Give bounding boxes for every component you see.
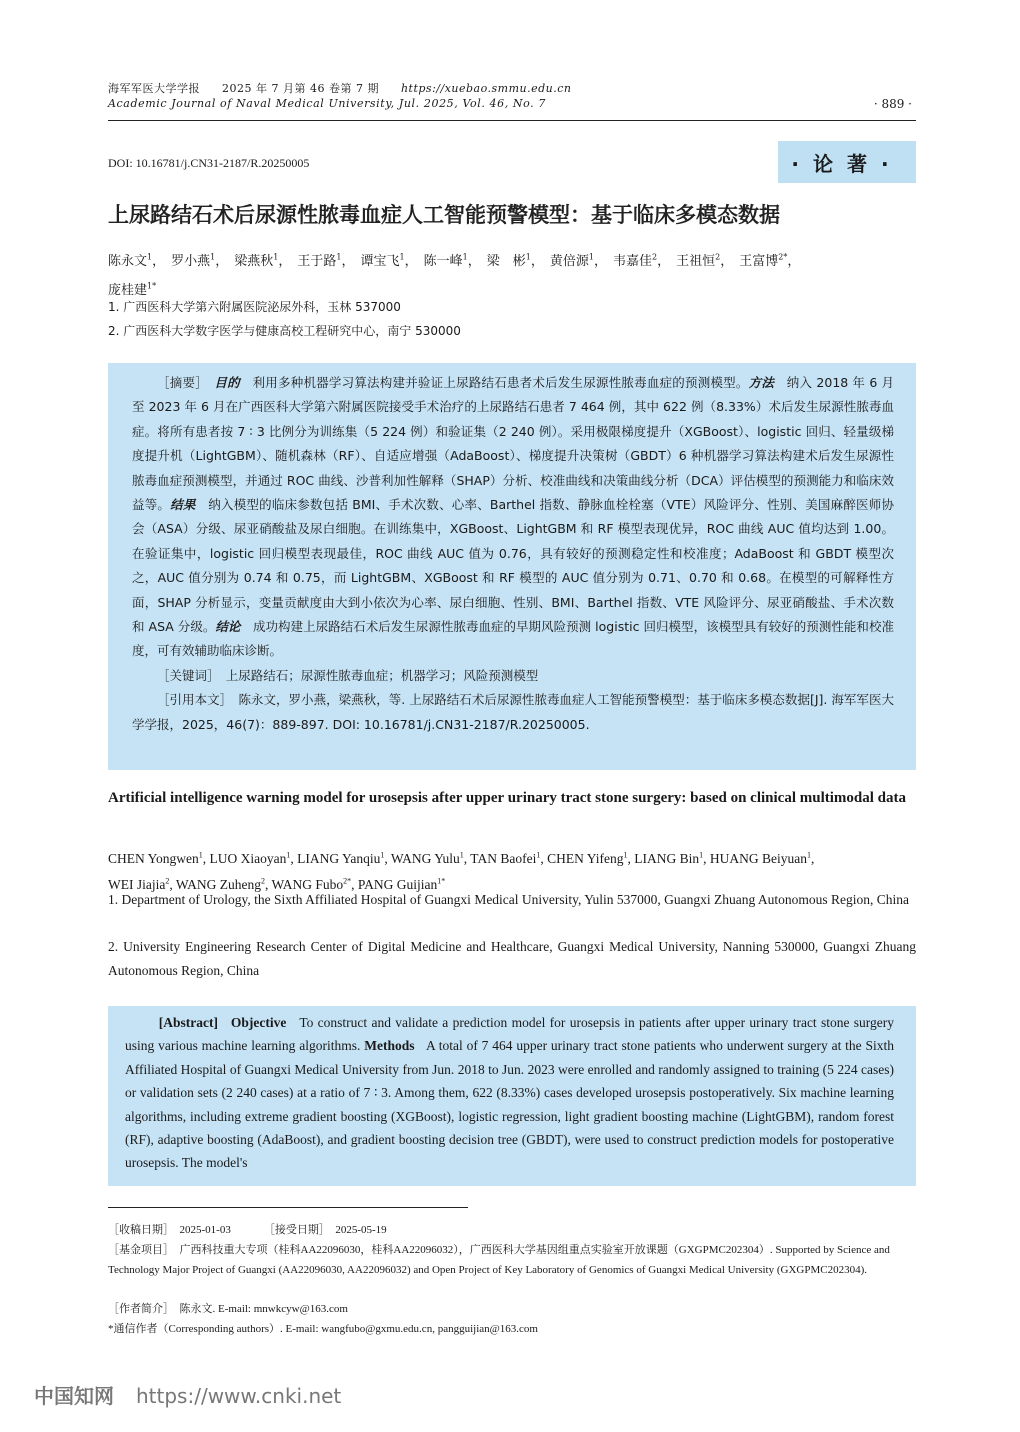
abstract-en-body (125, 1011, 894, 1175)
corresponding-footnote: *通信作者（Corresponding authors）. E-mail: wangfubo@gxmu.edu.cn, pangguijian@163.com (108, 1323, 538, 1335)
section-badge: ·论著· (778, 141, 916, 183)
results-label-cn: 结果 (170, 497, 196, 513)
author-cn: 梁 彬$^1$， (486, 253, 544, 270)
keywords-text-cn: 上尿路结石；尿源性脓毒血症；机器学习；风险预测模型 (225, 667, 539, 683)
journal-header-en: Academic Journal of Naval Medical University, Jul. 2025, Vol. 46, No. 7 (108, 97, 546, 110)
abstract-cn-box (108, 363, 916, 770)
dates-footnote: ［收稿日期］ 2025-01-03 ［接受日期］ 2025-05-19 (108, 1224, 387, 1236)
keywords-label-cn: ［关键词］ (157, 667, 214, 683)
methods-label-cn: 方法 (748, 375, 775, 390)
cite-label-cn: ［引用本文］ (157, 692, 226, 708)
affiliation-cn-2: 2. 广西医科大学数字医学与健康高校工程研究中心，南宁 530000 (108, 324, 461, 338)
cite-text-cn: 陈永文，罗小燕，梁燕秋，等. 上尿路结石术后尿源性脓毒血症人工智能预警模型：基于临床多模态数据[J]. 海军军医大学学报，2025，46(7)：889-897. DOI: 10.16781/j.CN31-2187/R.20250005. (132, 692, 894, 732)
journal-header-cn (108, 80, 590, 96)
author-cn: 黄倍源$^1$， (549, 253, 607, 270)
objective-label-cn: 目的 (214, 375, 240, 390)
conclusion-label-cn: 结论 (215, 619, 241, 635)
affiliation-cn-1: 1. 广西医科大学第六附属医院泌尿外科，玉林 537000 (108, 300, 401, 314)
title-cn: 上尿路结石术后尿源性脓毒血症人工智能预警模型：基于临床多模态数据 (108, 203, 780, 227)
journal-url[interactable]: https://xuebao.smmu.edu.cn (400, 82, 572, 95)
author-cn: 谭宝飞$^1$， (360, 253, 418, 270)
author-en: PANG Guijian$^{1*}$ (357, 876, 446, 892)
authors-cn (108, 246, 916, 303)
abstract-cn-body (132, 371, 894, 664)
cite-cn (132, 688, 894, 737)
author-en: LIANG Yanqiu$^1$, (297, 850, 391, 866)
fund-footnote: ［基金项目］ 广西科技重大专项（桂科AA22096030，桂科AA22096032），广西医科大学基因组重点实验室开放课题（GXGPMC202304）. Supported by Science and Technology Major Project of Guangxi (AA22096030, AA22096032) and Open Project of Key Laboratory of Genomics of Guangxi Medical University (GXGPMC202304). (108, 1244, 890, 1276)
affiliation-en-2: 2. University Engineering Research Center of Digital Medicine and Healthcare, Guangxi Medical University, Nanning 530000, Guangxi Zhuang Autonomous Region, China (108, 939, 916, 978)
author-cn: 韦嘉佳$^2$， (613, 253, 671, 270)
author-cn: 陈一峰$^1$， (423, 253, 481, 270)
abstract-en-box (108, 1006, 916, 1186)
objective-en: To construct and validate a prediction model for urosepsis in patients after upper urinary tract stone surgery using various machine learning algorithms. (125, 1015, 895, 1054)
methods-label-en: Methods (364, 1038, 415, 1054)
author-en: WANG Fubo$^{2*}$, (271, 876, 358, 892)
author-en: HUANG Beiyuan$^1$, (709, 850, 815, 866)
author-en: WANG Yulu$^1$, (390, 850, 471, 866)
doi[interactable]: DOI: 10.16781/j.CN31-2187/R.20250005 (108, 156, 310, 170)
cnki-watermark (34, 1380, 341, 1409)
methods-en: A total of 7 464 upper urinary tract stone patients who underwent surgery at the Sixth Affiliated Hospital of Guangxi Medical University from Jun. 2018 to Jun. 2023 were enrolled and randomly assigned to training (5 224 cases) or validation sets (2 240 cases) at a ratio of 7 ∶ 3. Among them, 622 (8.33%) cases developed urosepsis postoperatively. Six machine learning algorithms, including extreme gradient boosting (XGBoost), logistic regression, light gradient boosting machine (LightGBM), random forest (RF), adaptive boosting (AdaBoost), and gradient boosting decision tree (GBDT), were used to construct prediction models for postoperative urosepsis. The model's (125, 1038, 895, 1171)
objective-label-en: Objective (230, 1015, 287, 1030)
author-en: WANG Zuheng$^2$, (175, 876, 272, 892)
header-rule (108, 120, 916, 121)
abstract-en-label: [Abstract] (158, 1015, 218, 1030)
keywords-cn (132, 664, 894, 688)
affiliation-en-1: 1. Department of Urology, the Sixth Affiliated Hospital of Guangxi Medical University, Yulin 537000, Guangxi Zhuang Autonomous Region, China (108, 892, 910, 907)
cnki-brand: 中国知网 (34, 1384, 114, 1408)
page-number: · 889 · (873, 97, 912, 111)
results-cn: 纳入模型的临床参数包括 BMI、手术次数、心率、Barthel 指数、静脉血栓栓塞（VTE）风险评分、性别、美国麻醉医师协会（ASA）分级、尿亚硝酸盐及尿白细胞。在训练集中，XGBoost、LightGBM 和 RF 模型表现优异，ROC 曲线 AUC 值均达到 1.00。在验证集中，logistic 回归模型表现最佳，ROC 曲线 AUC 值为 0.76，具有较好的预测稳定性和校准度；AdaBoost 和 GBDT 模型次之，AUC 值分别为 0.74 和 0.75，而 LightGBM、XGBoost 和 RF 模型的 AUC 值分别为 0.71、0.70 和 0.68。在模型的可解释性方面，SHAP 分析显示，变量贡献度由大到小依次为心率、尿白细胞、性别、BMI、Barthel 指数、VTE 风险评分、尿亚硝酸盐、手术次数和 ASA 分级。 (132, 497, 894, 635)
conclusion-cn: 成功构建上尿路结石术后发生尿源性脓毒血症的早期风险预测 logistic 回归模型，该模型具有较好的预测性能和校准度，可有效辅助临床诊断。 (132, 619, 894, 659)
author-en: WEI Jiajia$^2$, (108, 876, 176, 892)
author-en: CHEN Yongwen$^1$, (108, 850, 210, 866)
author-en: LIANG Bin$^1$, (634, 850, 710, 866)
author-cn: 王于路$^1$， (297, 253, 355, 270)
journal-name-cn: 海军军医大学学报 (108, 82, 200, 95)
author-cn: 王祖恒$^2$， (676, 253, 734, 270)
methods-cn: 纳入 2018 年 6 月至 2023 年 6 月在广西医科大学第六附属医院接受手术治疗的上尿路结石患者 7 464 例，其中 622 例（8.33%）术后发生尿源性脓毒血症。将所有患者按 7 ∶ 3 比例分为训练集（5 224 例）和验证集（2 240 例）。采用极限梯度提升（XGBoost）、logistic 回归、轻量级梯度提升机（LightGBM）、随机森林（RF）、自适应增强（AdaBoost）、梯度提升决策树（GBDT）6 种机器学习算法构建术后发生尿源性脓毒血症预测模型，并通过 ROC 曲线、沙普利加性解释（SHAP）分析、校准曲线和决策曲线分析（DCA）评估模型的预测能力和临床效益等。 (132, 375, 894, 513)
author-footnote: ［作者简介］ 陈永文. E-mail: mnwkcyw@163.com (108, 1303, 348, 1315)
cnki-url[interactable]: https://www.cnki.net (136, 1384, 342, 1408)
author-en: CHEN Yifeng$^1$, (547, 850, 635, 866)
footnote-rule (108, 1207, 468, 1208)
author-cn: 罗小燕$^1$， (171, 253, 229, 270)
objective-cn: 利用多种机器学习算法构建并验证上尿路结石患者术后发生尿源性脓毒血症的预测模型。 (252, 375, 749, 390)
author-cn: 庞桂建$^{1*}$ (108, 281, 157, 298)
author-en: TAN Baofei$^1$, (470, 850, 548, 866)
author-cn: 陈永文$^1$， (108, 253, 166, 270)
author-en: LUO Xiaoyan$^1$, (209, 850, 298, 866)
abstract-cn-label: ［摘要］ (157, 375, 202, 390)
author-cn: 梁燕秋$^1$， (234, 253, 292, 270)
author-cn: 王富博$^{2*}$， (739, 253, 801, 270)
title-en: Artificial intelligence warning model for urosepsis after upper urinary tract stone surgery: based on clinical multimodal data (108, 790, 907, 806)
issue-cn: 2025 年 7 月第 46 卷第 7 期 (222, 82, 379, 95)
